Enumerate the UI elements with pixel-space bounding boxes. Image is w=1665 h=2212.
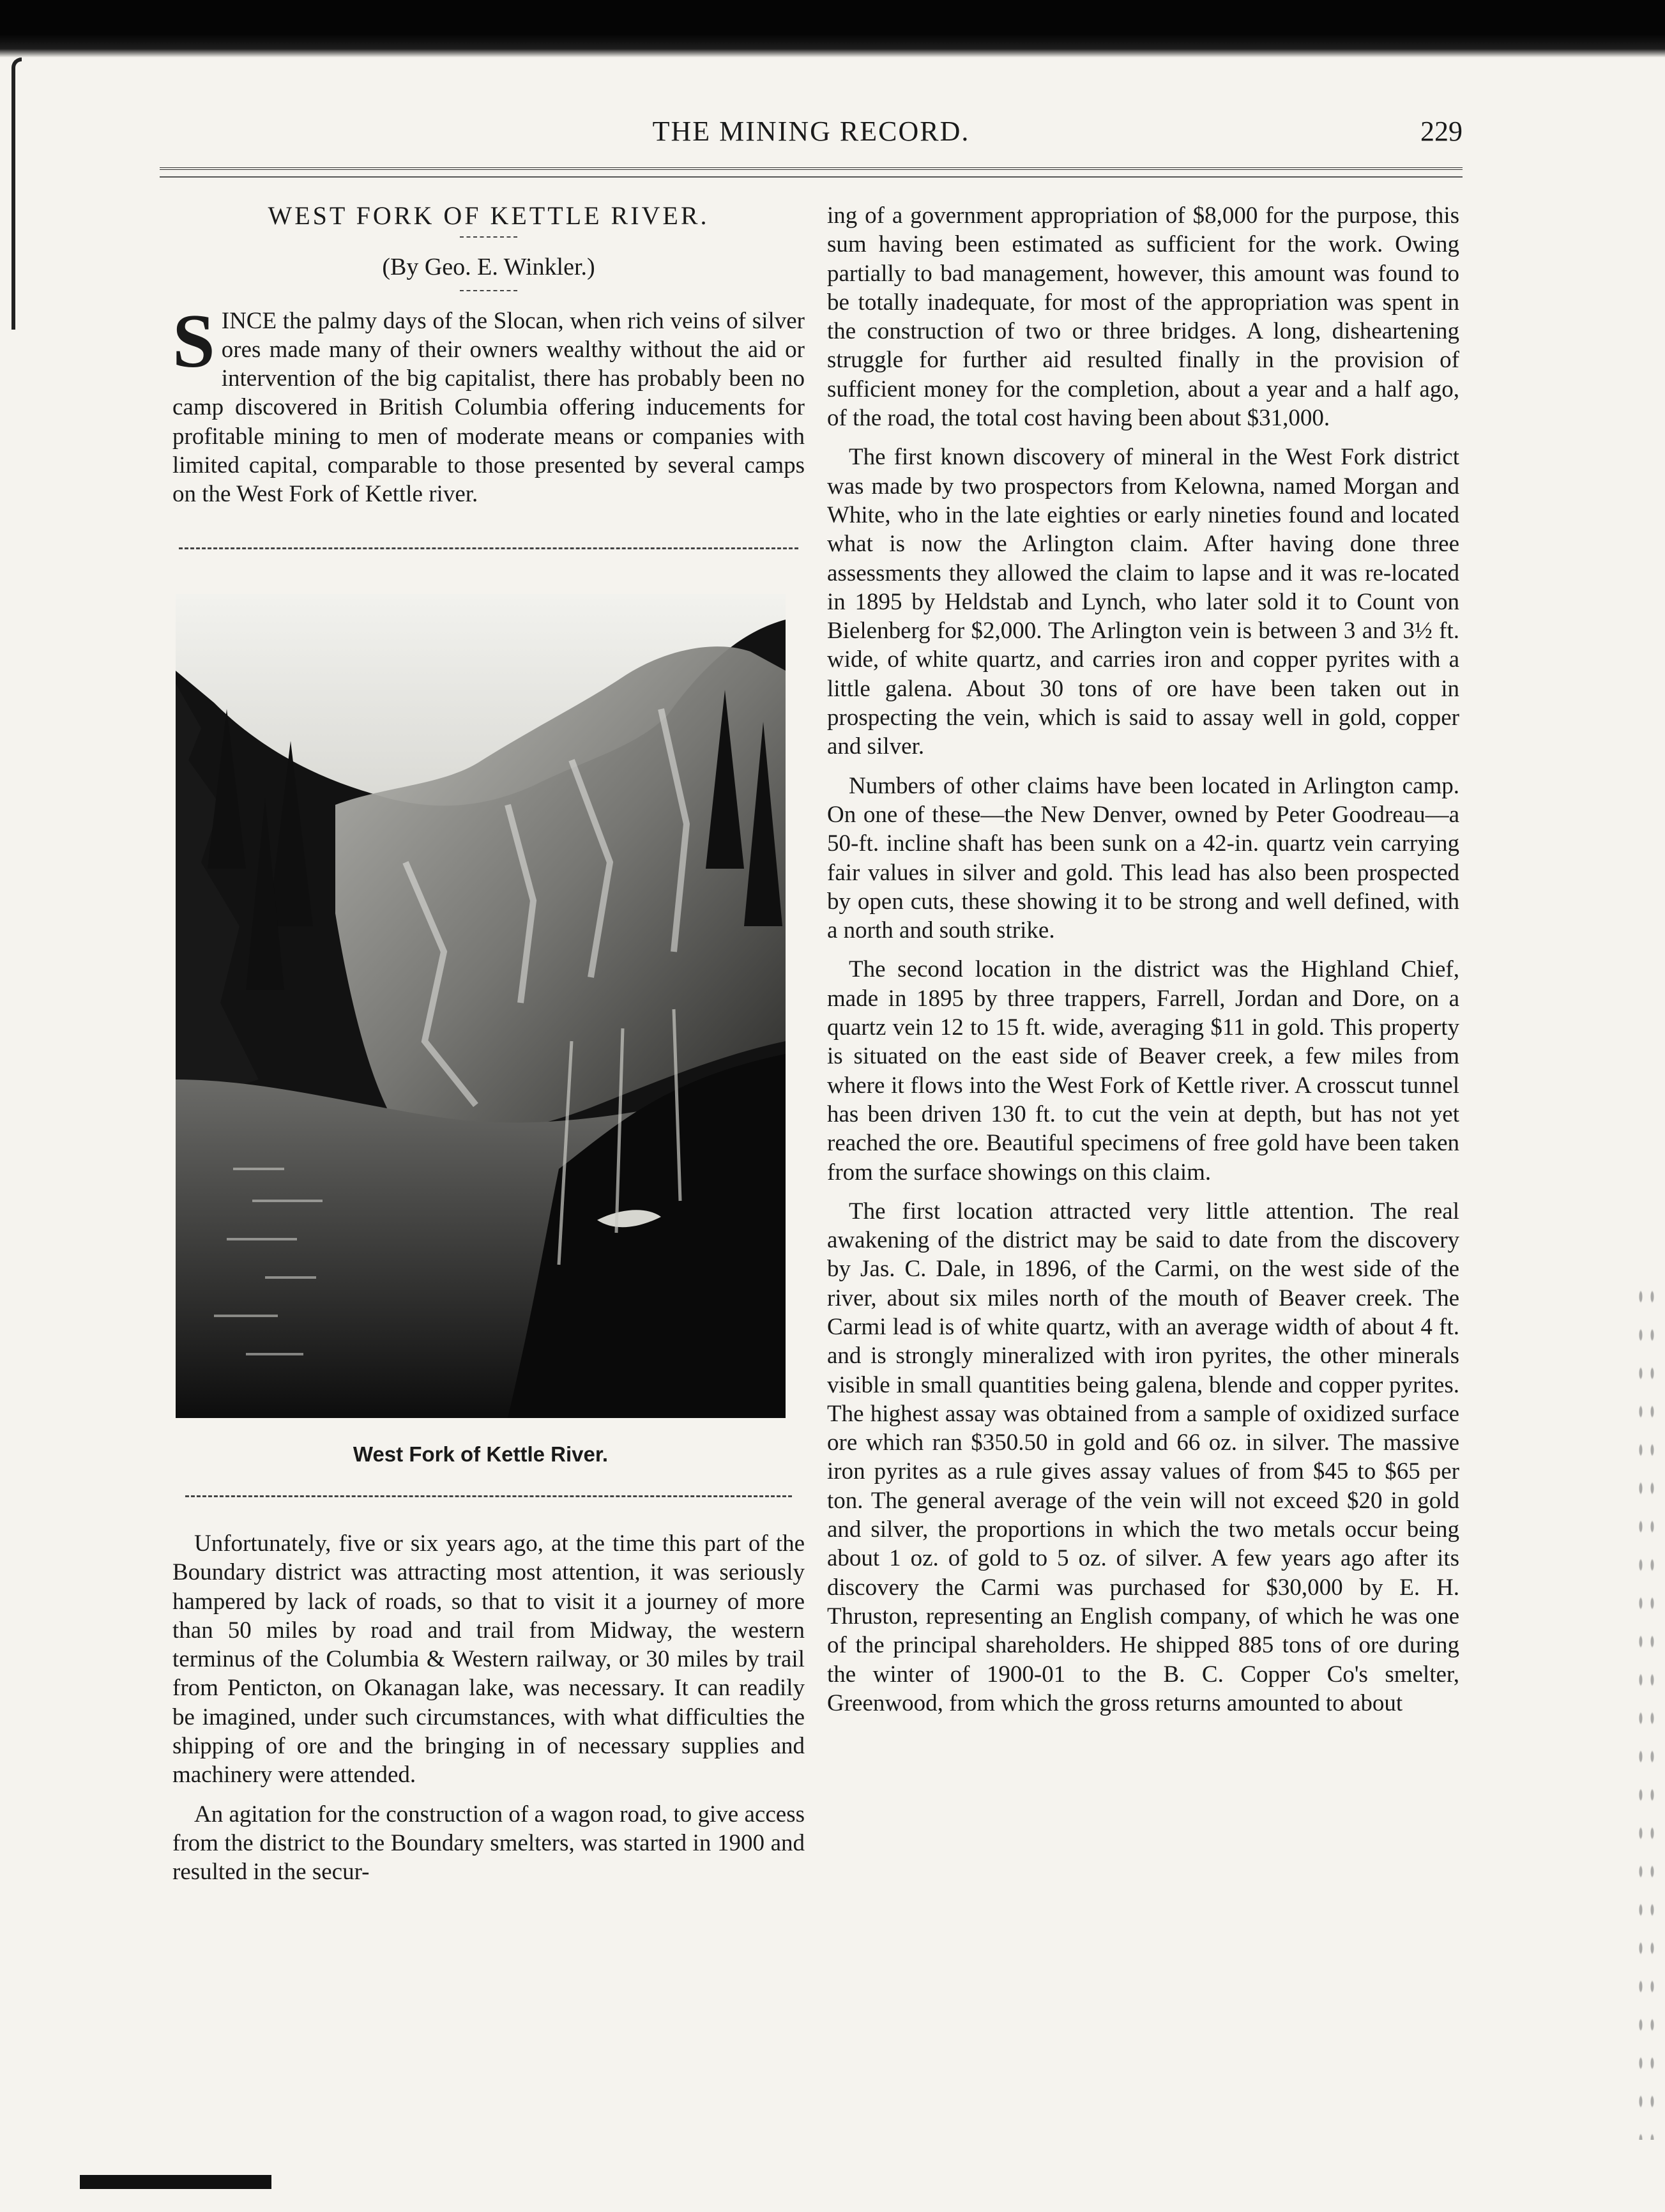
header-rule-thin <box>160 176 1463 178</box>
paragraph: The first known discovery of mineral in the West Fork district was made by two prospectors from Kelowna, named Morgan and White, who in the late eighties or early nineties found and located what is now the Arlington claim. After having done three assessments they allowed the claim to lapse and it was re-located in 1895 by Heldstab and Lynch, who later sold it to Count von Bielenberg for $2,000. The Arlington vein is between 3 and 3½ ft. wide, of white quartz, and carries iron and copper pyrites with a little galena. About 30 tons of ore have been taken out in prospecting the vein, which is said to assay well in gold, copper and silver. <box>827 444 1459 760</box>
intro-paragraph <box>172 298 805 509</box>
paragraph: Numbers of other claims have been located in Arlington camp. On one of these—the New Denver, owned by Peter Goodreau—a 50-ft. incline shaft has been sunk on a 42-in. quartz vein carrying fair values in silver and gold. This lead has also been prospected by open cuts, these showing it to be strong and well defined, with a north and south strike. <box>827 772 1459 944</box>
scan-binding-mark <box>11 57 22 330</box>
article-title: WEST FORK OF KETTLE RIVER. <box>268 201 710 230</box>
paragraph: The first location attracted very little attention. The real awakening of the district may be said to date from the discovery by Jas. C. Dale, in 1896, of the Carmi, on the west side of the river, about six miles north of the mouth of Beaver creek. The Carmi lead is of white quartz, with an average width of about 4 ft. and is strongly mineralized with iron pyrites, the other minerals visible in small quantities being galena, blende and copper pyrites. The highest assay was obtained from a sample of oxidized surface ore which ran $350.50 in gold and 66 oz. in silver. The massive iron pyrites as a rule gives assay values of from $45 to $65 per ton. The general average of the vein will not exceed $20 in gold and silver, the proportions in which the two metals occur being about 1 oz. of gold to 5 oz. of silver. A few years ago after its discovery the Carmi was purchased for $30,000 by E. H. Thruston, representing an English company, of which he was one of the principal shareholders. He shipped 885 tons of ore during the winter of 1900-01 to the B. C. Copper Co's smelter, Greenwood, from which the gross returns amounted to about <box>827 1198 1459 1716</box>
paragraph: Unfortunately, five or six years ago, at the time this part of the Boundary district was attracting most attention, it was seriously hampered by lack of roads, so that to visit it a journey of more than 50 miles by road and trail from Midway, the western terminus of the Columbia & Western railway, or 30 miles by trail from Penticton, on Okanagan lake, was necessary. It can readily be imagined, under such circumstances, with what difficulties the shipping of ore and the bringing in of necessary supplies and machinery were attended. <box>172 1530 805 1789</box>
title-separator <box>460 236 517 238</box>
drop-cap: S <box>172 298 215 383</box>
paragraph: The second location in the district was the Highland Chief, made in 1895 by three trappers, Farrell, Jordan and Dore, on a quartz vein 12 to 15 ft. wide, averaging $11 in gold. This property is situated on the east side of Beaver creek, a few miles from where it flows into the West Fork of Kettle river. A crosscut tunnel has been driven 130 ft. to cut the vein at depth, but has not yet reached the ore. Beautiful specimens of free gold have been taken from the surface showings on this claim. <box>827 956 1459 1186</box>
paragraph: ing of a government appropriation of $8,000 for the purpose, this sum having been estimated as sufficient for the work. Owing partially to bad management, however, this amount was found to be totally inadequate, for most of the appropriation was spent in the construction of two or three bridges. A long, disheartening struggle for further aid resulted finally in the provision of sufficient money for the completion, about a year and a half ago, of the road, the total cost having been about $31,000. <box>827 202 1459 432</box>
river-photo <box>176 594 786 1418</box>
header-rule <box>160 167 1463 170</box>
column-left <box>172 201 805 1897</box>
section-divider <box>179 547 798 549</box>
photo-figure <box>176 594 786 1468</box>
intro-text: INCE the palmy days of the Slocan, when rich veins of silver ores made many of their owners wealthy without the aid or intervention of the big capitalist, there has probably been no camp discovered in British Columbia offering inducements for profitable mining to men of moderate means or companies with limited capital, comparable to those presented by several camps on the West Fork of Kettle river. <box>172 307 805 508</box>
scan-border-bottom <box>80 2175 271 2189</box>
photo-caption: West Fork of Kettle River. <box>353 1442 609 1466</box>
scan-border-top <box>0 0 1665 57</box>
caption-divider <box>185 1495 792 1497</box>
paragraph: An agitation for the construction of a wagon road, to give access from the district to the Boundary smelters, was started in 1900 and resulted in the secur- <box>172 1801 805 1886</box>
scan-speckle <box>1635 1278 1661 2140</box>
page-header <box>160 115 1463 160</box>
byline-separator <box>460 290 517 291</box>
journal-title: THE MINING RECORD. <box>652 116 970 147</box>
byline: (By Geo. E. Winkler.) <box>382 254 595 281</box>
column-right <box>827 201 1459 1728</box>
page-number: 229 <box>1420 116 1463 147</box>
